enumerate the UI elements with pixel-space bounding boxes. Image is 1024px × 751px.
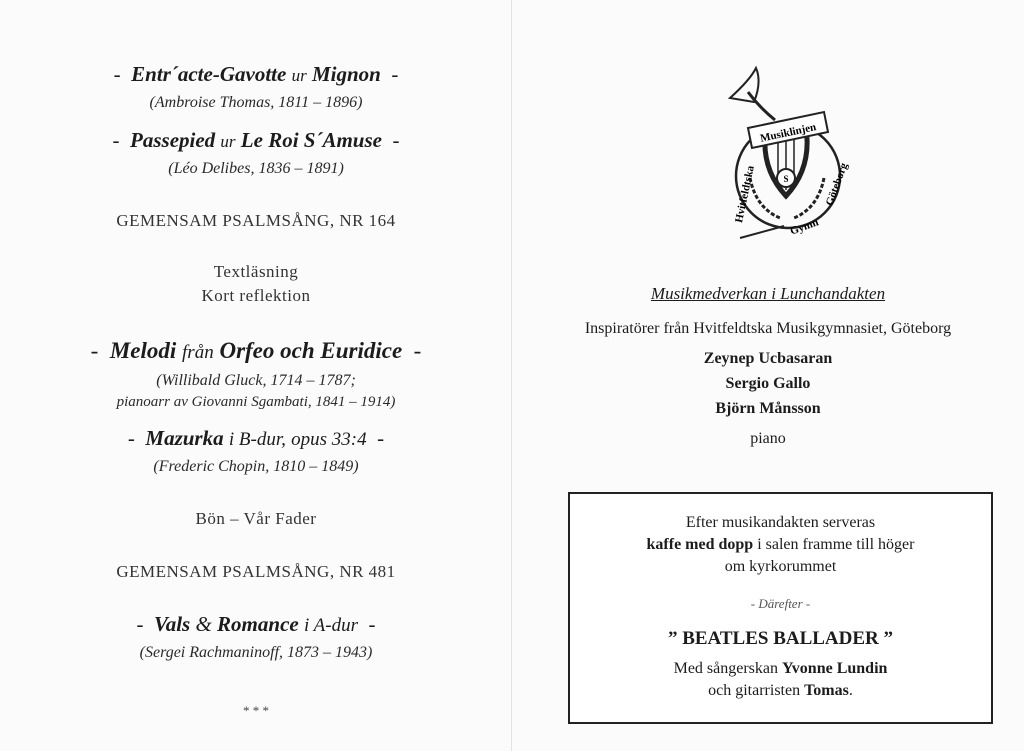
dash: - (112, 128, 120, 152)
coffee-info-box (568, 492, 993, 724)
piece-passepied (0, 128, 512, 153)
musiklinjen-logo (720, 58, 860, 253)
guitar-pre: och gitarristen (708, 682, 801, 699)
logo-text-right: Göteborg (823, 161, 851, 208)
dash: - (136, 612, 144, 636)
dash: - (368, 612, 376, 636)
darefter: - Därefter - (750, 596, 811, 611)
piece-title: Passepied (130, 128, 216, 152)
piece-melodi (0, 338, 512, 364)
piece-mazurka (0, 426, 512, 451)
guitarist-name: Tomas (804, 682, 849, 699)
prayer: Bön – Vår Fader (195, 509, 317, 528)
piece-title: Entr´acte-Gavotte (131, 62, 287, 86)
singer-line (570, 660, 991, 678)
composer-thomas: (Ambroise Thomas, 1811 – 1896) (149, 94, 363, 111)
piece-link: i B-dur, (228, 429, 286, 450)
piece-work: Mignon (311, 62, 381, 86)
box-line-2 (570, 536, 991, 554)
piece-title: Mazurka (145, 426, 224, 450)
dash: - (413, 338, 422, 363)
event-title: ” BEATLES BALLADER ” (667, 628, 894, 649)
logo-text-top: Musiklinjen (759, 121, 818, 145)
dash: - (127, 426, 135, 450)
period: . (848, 682, 853, 699)
ampersand: & (195, 612, 212, 636)
logo-text-bottom: Gymn (788, 216, 821, 238)
piece-link: från (182, 342, 214, 363)
logo-text-left: Hvitfeldtska (733, 164, 757, 224)
performer-3: Björn Månsson (715, 400, 821, 417)
dash: - (90, 338, 99, 363)
box-line-1: Efter musikandakten serveras (685, 514, 876, 531)
piece-link: i A-dur (303, 615, 358, 636)
right-page (512, 0, 1024, 751)
composer-gluck: (Willibald Gluck, 1714 – 1787; (156, 372, 356, 389)
singer-pre: Med sångerskan (673, 660, 779, 677)
piece-work: Romance (217, 612, 299, 636)
performer-1: Zeynep Ucbasaran (703, 350, 833, 367)
dash: - (392, 128, 400, 152)
short-reflection: Kort reflektion (201, 286, 311, 305)
hymn-164: GEMENSAM PSALMSÅNG, NR 164 (116, 211, 396, 230)
instrument: piano (750, 430, 786, 447)
piece-title: Vals (154, 612, 191, 636)
dash: - (113, 62, 121, 86)
composer-chopin: (Frederic Chopin, 1810 – 1849) (153, 458, 359, 475)
composer-delibes: (Léo Delibes, 1836 – 1891) (168, 160, 344, 177)
piece-work: Le Roi S´Amuse (240, 128, 382, 152)
piece-link: ur (220, 132, 236, 151)
hymn-481: GEMENSAM PSALMSÅNG, NR 481 (116, 562, 396, 581)
inspirators: Inspiratörer från Hvitfeldtska Musikgymnasiet, Göteborg (584, 320, 952, 337)
closing-stars: * * * (243, 703, 269, 718)
section-heading: Musikmedverkan i Lunchandakten (650, 284, 886, 303)
performer-2: Sergio Gallo (725, 375, 811, 392)
text-reading: Textläsning (213, 262, 299, 281)
dash: - (377, 426, 385, 450)
piece-work: Orfeo och Euridice (219, 338, 403, 363)
composer-rachmaninoff: (Sergei Rachmaninoff, 1873 – 1943) (139, 644, 373, 661)
dash: - (391, 62, 399, 86)
guitar-line (570, 682, 991, 700)
piece-entracte (0, 62, 512, 87)
piece-title: Melodi (109, 338, 177, 363)
box-line-2-rest: i salen framme till höger (757, 536, 915, 553)
arranger-sgambati: pianoarr av Giovanni Sgambati, 1841 – 1914) (116, 394, 396, 410)
svg-text:S: S (783, 174, 789, 184)
box-line-3: om kyrkorummet (724, 558, 837, 575)
piece-opus: opus 33:4 (291, 429, 367, 450)
piece-link: ur (291, 66, 307, 85)
coffee-text: kaffe med dopp (646, 536, 754, 553)
singer-name: Yvonne Lundin (782, 660, 888, 677)
piece-vals (0, 612, 512, 637)
